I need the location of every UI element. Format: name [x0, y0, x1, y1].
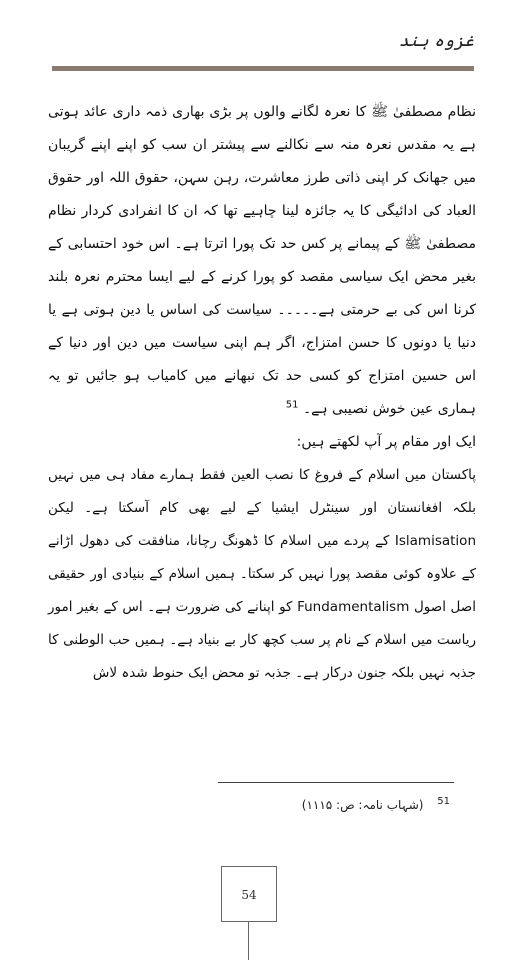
footnote-divider — [218, 782, 454, 783]
subheading: ایک اور مقام پر آپ لکھتے ہیں: — [296, 434, 476, 450]
quote-paragraph: پاکستان میں اسلام کے فروغ کا نصب العین فقط ہمارے مفاد ہی میں نہیں بلکہ افغانستان اور سینٹرل ایشیا کے لیے بھی کام آسکتا ہے۔ لیکن Islamisation کے پردے میں اسلام کا ڈھونگ رچانا، منافقت کی دھول اڑانے کے علاوہ کوئی مقصد پورا نہیں کر سکتا۔ ہمیں اسلام کے بنیادی اور حقیقی اصل اصول Fundamentalism کو اپنانے کی ضرورت ہے۔ اس کے بغیر امور ریاست میں اسلام کے نام پر سب کچھ کار بے بنیاد ہے۔ ہمیں حب الوطنی کا جذبہ نہیں بلکہ جنون درکار ہے۔ جذبہ تو محض ایک حنوط شدہ لاش — [48, 467, 476, 681]
header-divider — [52, 66, 474, 71]
footnote — [302, 796, 450, 812]
reference-marker: 51 — [285, 399, 299, 411]
page-number-box — [221, 866, 277, 922]
page-number-stem — [248, 922, 249, 960]
page-number: 54 — [241, 888, 257, 902]
footnote-number: 51 — [437, 796, 450, 807]
paragraph-text: نظام مصطفیٰ ﷺ کا نعرہ لگانے والوں پر بڑی بھاری ذمہ داری عائد ہوتی ہے یہ مقدس نعرہ منہ سے نکالنے سے پیشتر ان سب کو اپنے اپنے گریبان میں جھانک کر اپنی ذاتی طرز معاشرت، رہن سہن، حقوق اللہ اور حقوق العباد کی ادائیگی کا یہ جائزہ لینا چاہیے تھا کہ ان کا انفرادی کردار نظام مصطفیٰ ﷺ کے پیمانے پر کس حد تک پورا اترتا ہے۔ اس خود احتسابی کے بغیر محض ایک سیاسی مقصد کو پورا کرنے کے لیے ایسا محترم نعرہ بلند کرنا اس کی بے حرمتی ہے۔۔۔۔۔ سیاست کی اساس یا دین ہوتی ہے یا دنیا یا دونوں کا حسن امتزاج، اگر ہم اپنی سیاست میں دین اور دنیا کے اس حسین امتزاج کو کسی حد تک نبھانے میں کامیاب ہو جائیں تو یہ ہماری عین خوش نصیبی ہے۔ — [48, 104, 476, 417]
main-body — [48, 96, 476, 690]
paragraph — [48, 96, 476, 426]
footnote-text: (شہاب نامہ: ص: ۱۱۱۵) — [301, 798, 424, 812]
page-header-title: غزوہ ہند — [398, 31, 474, 51]
